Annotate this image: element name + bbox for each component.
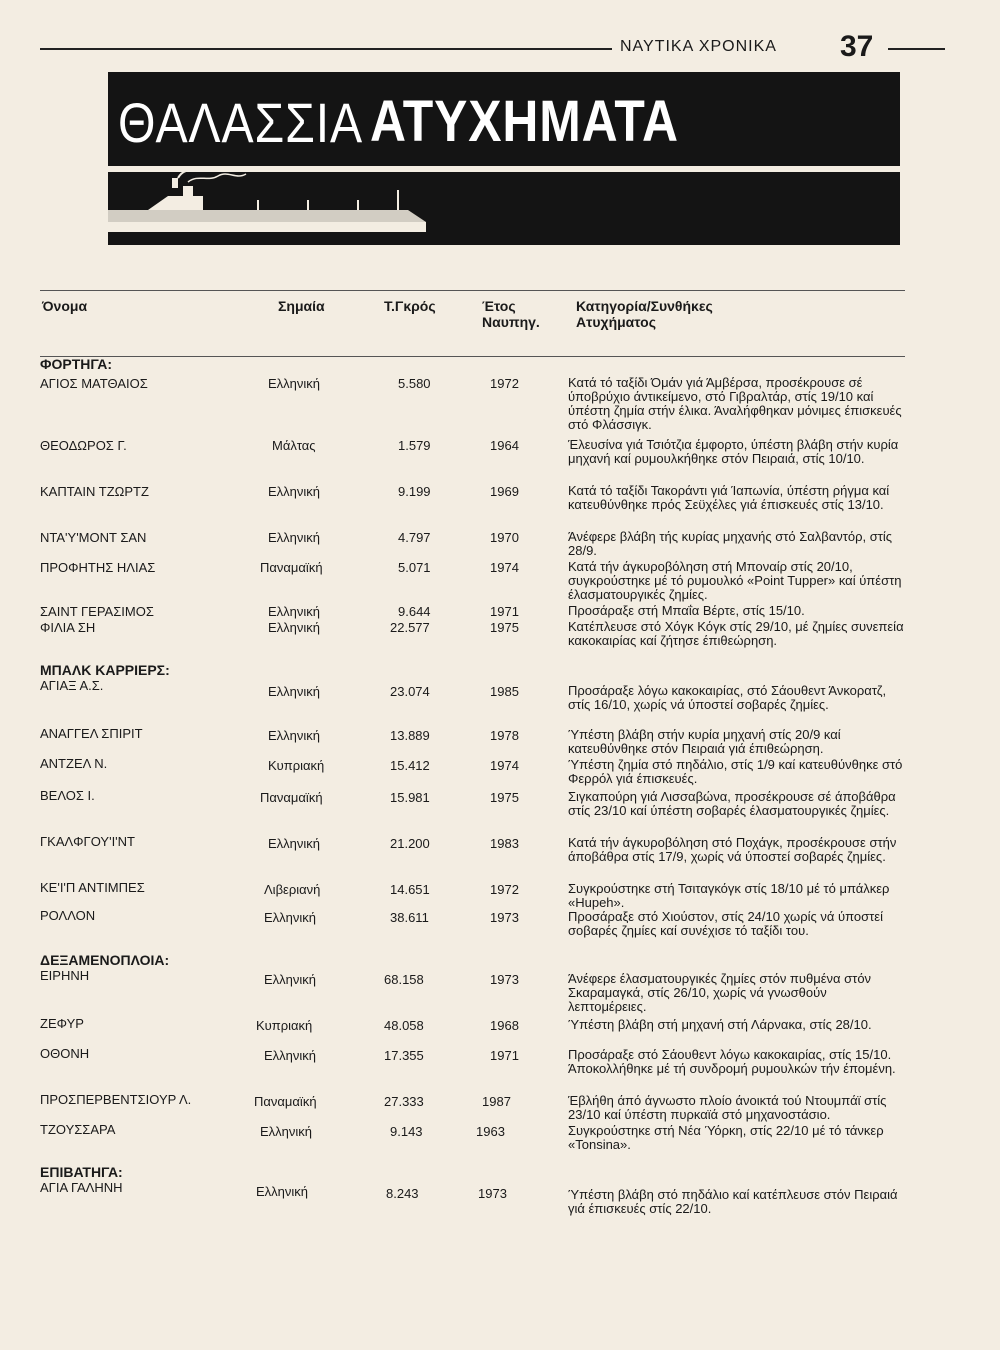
ship-tonnage: 9.644 <box>398 604 431 619</box>
section-title: ΔΕΞΑΜΕΝΟΠΛΟΙΑ: <box>40 952 170 968</box>
ship-name: ΕΙΡΗΝΗ <box>40 968 90 983</box>
ship-tonnage: 5.071 <box>398 560 431 575</box>
ship-name: ΚΕ'Ι'Π ΑΝΤΙΜΠΕΣ <box>40 880 145 895</box>
ship-flag: Ελληνική <box>268 484 321 499</box>
accident-description: Σιγκαπούρη γιά Λισσαβώνα, προσέκρουσε σέ άποβάθρα στίς 23/10 καί ύπέστη σοβαρές έλασματουργικές ζημίες. <box>568 789 896 818</box>
ship-tonnage: 4.797 <box>398 530 431 545</box>
ship-tonnage: 14.651 <box>390 882 430 897</box>
col-name: Όνομα <box>42 298 88 314</box>
ship-year: 1973 <box>478 1186 507 1201</box>
accident-description: Ύπέστη βλάβη στή μηχανή στή Λάρνακα, στίς 28/10. <box>568 1017 872 1032</box>
accident-description: Έβλήθη άπό άγνωστο πλοίο άνοικτά τού Ντουμπάϊ στίς 23/10 καί ύπέστη πυρκαϊά στό μηχανοστάσιο. <box>568 1093 887 1122</box>
ship-tonnage: 15.412 <box>390 758 430 773</box>
ship-year: 1983 <box>490 836 519 851</box>
page-number: 37 <box>840 30 874 63</box>
ship-flag: Ελληνική <box>268 684 321 699</box>
ship-tonnage: 38.611 <box>390 910 429 925</box>
accident-description: Προσάραξε λόγω κακοκαιρίας, στό Σάουθεντ Άνκορατζ, στίς 16/10, χωρίς νά ύποστεί σοβαρές ζημίες. <box>568 683 887 712</box>
ship-tonnage: 48.058 <box>384 1018 424 1033</box>
ship-flag: Κυπριακή <box>256 1018 313 1033</box>
ship-year: 1972 <box>490 376 519 391</box>
ship-flag: Ελληνική <box>260 1124 313 1139</box>
ship-name: ΦΙΛΙΑ ΣΗ <box>40 620 96 635</box>
accident-description: Έλευσίνα γιά Τσιότζια έμφορτο, ύπέστη βλάβη στήν κυρία μηχανή καί ρυμουλκήθηκε στόν Πειραιά, στίς 10/10. <box>568 437 899 466</box>
accident-description: Κατά τήν άγκυροβόληση στή Μποναίρ στίς 20/10, συγκρούστηκε μέ τό ρυμουλκό «Point Tupper» καί ύπέστη έλασματουργικές ζημίες. <box>568 559 902 602</box>
ship-year: 1975 <box>490 790 519 805</box>
ship-flag: Ελληνική <box>268 376 321 391</box>
ship-name: ΑΝΑΓΓΕΛ ΣΠΙΡΙΤ <box>40 726 143 741</box>
masthead-rule-right <box>888 48 945 50</box>
col-flag: Σημαία <box>278 298 325 314</box>
accident-description: Προσάραξε στό Σάουθεντ λόγω κακοκαιρίας, στίς 15/10. Άποκολλήθηκε μέ τή συνδρομή ρυμουλκών τήν έπομένη. <box>568 1047 896 1076</box>
ship-name: ΑΝΤΖΕΛ Ν. <box>40 756 108 771</box>
ship-name: ΖΕΦΥΡ <box>40 1016 84 1031</box>
accident-description: Προσάραξε στό Χιούστον, στίς 24/10 χωρίς νά ύποστεί σοβαρές ζημίες καί συνέχισε τό ταξίδι του. <box>568 909 883 938</box>
ship-name: ΑΓΙΑ ΓΑΛΗΝΗ <box>40 1180 123 1195</box>
ship-tonnage: 8.243 <box>386 1186 419 1201</box>
ship-flag: Μάλτας <box>272 438 316 453</box>
ship-year: 1971 <box>490 1048 519 1063</box>
ship-tonnage: 22.577 <box>390 620 430 635</box>
ship-flag: Ελληνική <box>264 972 317 987</box>
ship-name: ΒΕΛΟΣ Ι. <box>40 788 95 803</box>
ship-tonnage: 23.074 <box>390 684 430 699</box>
accident-description: Συγκρούστηκε στή Τσιταγκόγκ στίς 18/10 μέ τό μπάλκερ «Hupeh». <box>568 881 890 910</box>
ship-flag: Ελληνική <box>268 530 321 545</box>
ship-year: 1975 <box>490 620 519 635</box>
ship-year: 1978 <box>490 728 519 743</box>
accident-description: Κατά τήν άγκυροβόληση στό Ποχάγκ, προσέκρουσε στήν άποβάθρα στίς 17/9, χωρίς νά ύποστεί σοβαρές ζημίες. <box>568 835 897 864</box>
ship-tonnage: 21.200 <box>390 836 430 851</box>
ship-name: ΤΖΟΥΣΣΑΡΑ <box>40 1122 116 1137</box>
ship-name: ΠΡΟΦΗΤΗΣ ΗΛΙΑΣ <box>40 560 156 575</box>
accident-description: Ύπέστη ζημία στό πηδάλιο, στίς 1/9 καί κατευθύνθηκε στό Φερρόλ γιά έπισκευές. <box>568 757 903 786</box>
ship-year: 1972 <box>490 882 519 897</box>
ship-tonnage: 13.889 <box>390 728 430 743</box>
accident-description: Ύπέστη βλάβη στό πηδάλιο καί κατέπλευσε στόν Πειραιά γιά έπισκευές στίς 22/10. <box>568 1187 898 1216</box>
accident-description: Άνέφερε έλασματουργικές ζημίες στόν πυθμένα στόν Σκαραμαγκά, στίς 26/10, χωρίς νά γνωσθούν λεπτομέρειες. <box>568 971 872 1014</box>
ship-flag: Κυπριακή <box>268 758 325 773</box>
ship-year: 1963 <box>476 1124 505 1139</box>
ship-year: 1974 <box>490 758 519 773</box>
publication-name: ΝΑΥΤΙΚΑ ΧΡΟΝΙΚΑ <box>620 38 777 55</box>
col-year-1: Έτος <box>482 298 516 314</box>
ship-name: ΚΑΠΤΑΙΝ ΤΖΩΡΤΖ <box>40 484 149 499</box>
ship-name: ΝΤΑ'Υ'ΜΟΝΤ ΣΑΝ <box>40 530 147 545</box>
accident-description: Συγκρούστηκε στή Νέα Ύόρκη, στίς 22/10 μέ τό τάνκερ «Tonsina». <box>568 1123 884 1152</box>
ship-illustration <box>108 170 900 245</box>
ship-name: ΣΑΙΝΤ ΓΕΡΑΣΙΜΟΣ <box>40 604 154 619</box>
ship-flag: Λιβεριανή <box>264 882 321 897</box>
ship-tonnage: 15.981 <box>390 790 430 805</box>
ship-name: ΘΕΟΔΩΡΟΣ Γ. <box>40 438 127 453</box>
ship-flag: Παναμαϊκή <box>260 560 323 575</box>
ship-flag: Ελληνική <box>264 1048 317 1063</box>
ship-name: ΑΓΙΑΞ Α.Σ. <box>40 678 104 693</box>
col-category-2: Ατυχήματος <box>576 314 656 330</box>
ship-flag: Ελληνική <box>268 604 321 619</box>
ship-year: 1985 <box>490 684 519 699</box>
ship-flag: Ελληνική <box>268 620 321 635</box>
ship-year: 1968 <box>490 1018 519 1033</box>
masthead-rule-left <box>40 48 612 50</box>
ship-year: 1973 <box>490 972 519 987</box>
ship-flag: Ελληνική <box>256 1184 309 1199</box>
ship-flag: Ελληνική <box>268 836 321 851</box>
ship-tonnage: 17.355 <box>384 1048 424 1063</box>
header-rule-bottom <box>40 356 905 357</box>
ship-year: 1971 <box>490 604 519 619</box>
ship-name: ΓΚΑΛΦΓΟΥ'Ι'ΝΤ <box>40 834 135 849</box>
table-header <box>40 290 905 360</box>
accident-description: Άνέφερε βλάβη τής κυρίας μηχανής στό Σαλβαντόρ, στίς 28/9. <box>568 529 893 558</box>
ship-tonnage: 9.199 <box>398 484 431 499</box>
col-tonnage: Τ.Γκρός <box>384 298 436 314</box>
ship-tonnage: 1.579 <box>398 438 431 453</box>
title-banner <box>108 72 900 245</box>
ship-name: ΡΟΛΛΟΝ <box>40 908 96 923</box>
ship-year: 1974 <box>490 560 519 575</box>
accident-description: Προσάραξε στή Μπαΐα Βέρτε, στίς 15/10. <box>568 603 805 618</box>
ship-year: 1969 <box>490 484 519 499</box>
accident-description: Κατά τό ταξίδι Όμάν γιά Άμβέρσα, προσέκρουσε σέ ύποβρύχιο άντικείμενο, στό Γιβραλτάρ, στίς 19/10 καί ύπέστη ζημία στήν έλικα. Άναλήφθηκαν μόνιμες έπισκευές στό Φλάσσιγκ. <box>568 375 902 432</box>
ship-flag: Παναμαϊκή <box>260 790 323 805</box>
accident-description: Ύπέστη βλάβη στήν κυρία μηχανή στίς 20/9 καί κατευθύνθηκε στόν Πειραιά γιά έπιθεώρηση. <box>568 727 841 756</box>
ship-year: 1964 <box>490 438 519 453</box>
ship-name: ΠΡΟΣΠΕΡΒΕΝΤΣΙΟΥΡ Λ. <box>40 1092 192 1107</box>
accident-description: Κατά τό ταξίδι Ταкοράντι γιά Ίαπωνία, ύπέστη ρήγμα καί κατευθύνθηκε πρός Σεϋχέλες γιά έπισκευές στίς 13/10. <box>568 483 890 512</box>
ship-name: ΑΓΙΟΣ ΜΑΤΘΑΙΟΣ <box>40 376 148 391</box>
header-rule-top <box>40 290 905 291</box>
ship-year: 1973 <box>490 910 519 925</box>
banner-title-bold: ΑΤΥΧΗΜΑΤΑ <box>370 89 679 154</box>
section-title: ΕΠΙΒΑΤΗΓΑ: <box>40 1164 123 1180</box>
section-title: ΜΠΑΛΚ ΚΑΡΡΙΕΡΣ: <box>40 662 170 678</box>
col-year-2: Ναυπηγ. <box>482 314 540 330</box>
banner-title-light: ΘΑΛΑΣΣΙΑ <box>118 91 363 154</box>
ship-year: 1970 <box>490 530 519 545</box>
ship-tonnage: 9.143 <box>390 1124 423 1139</box>
ship-flag: Παναμαϊκή <box>254 1094 317 1109</box>
ship-flag: Ελληνική <box>268 728 321 743</box>
ship-name: ΟΘΟΝΗ <box>40 1046 90 1061</box>
section-title: ΦΟΡΤΗΓΑ: <box>40 356 113 372</box>
ship-tonnage: 5.580 <box>398 376 431 391</box>
ship-year: 1987 <box>482 1094 511 1109</box>
col-category-1: Κατηγορία/Συνθήκες <box>576 298 713 314</box>
ship-tonnage: 27.333 <box>384 1094 424 1109</box>
ship-tonnage: 68.158 <box>384 972 424 987</box>
ship-flag: Ελληνική <box>264 910 317 925</box>
masthead <box>40 30 905 68</box>
accident-description: Κατέπλευσε στό Χόγκ Κόγκ στίς 29/10, μέ ζημίες συνεπεία κακοκαιρίας καί ζήτησε έπιθεώρηση. <box>568 619 904 648</box>
